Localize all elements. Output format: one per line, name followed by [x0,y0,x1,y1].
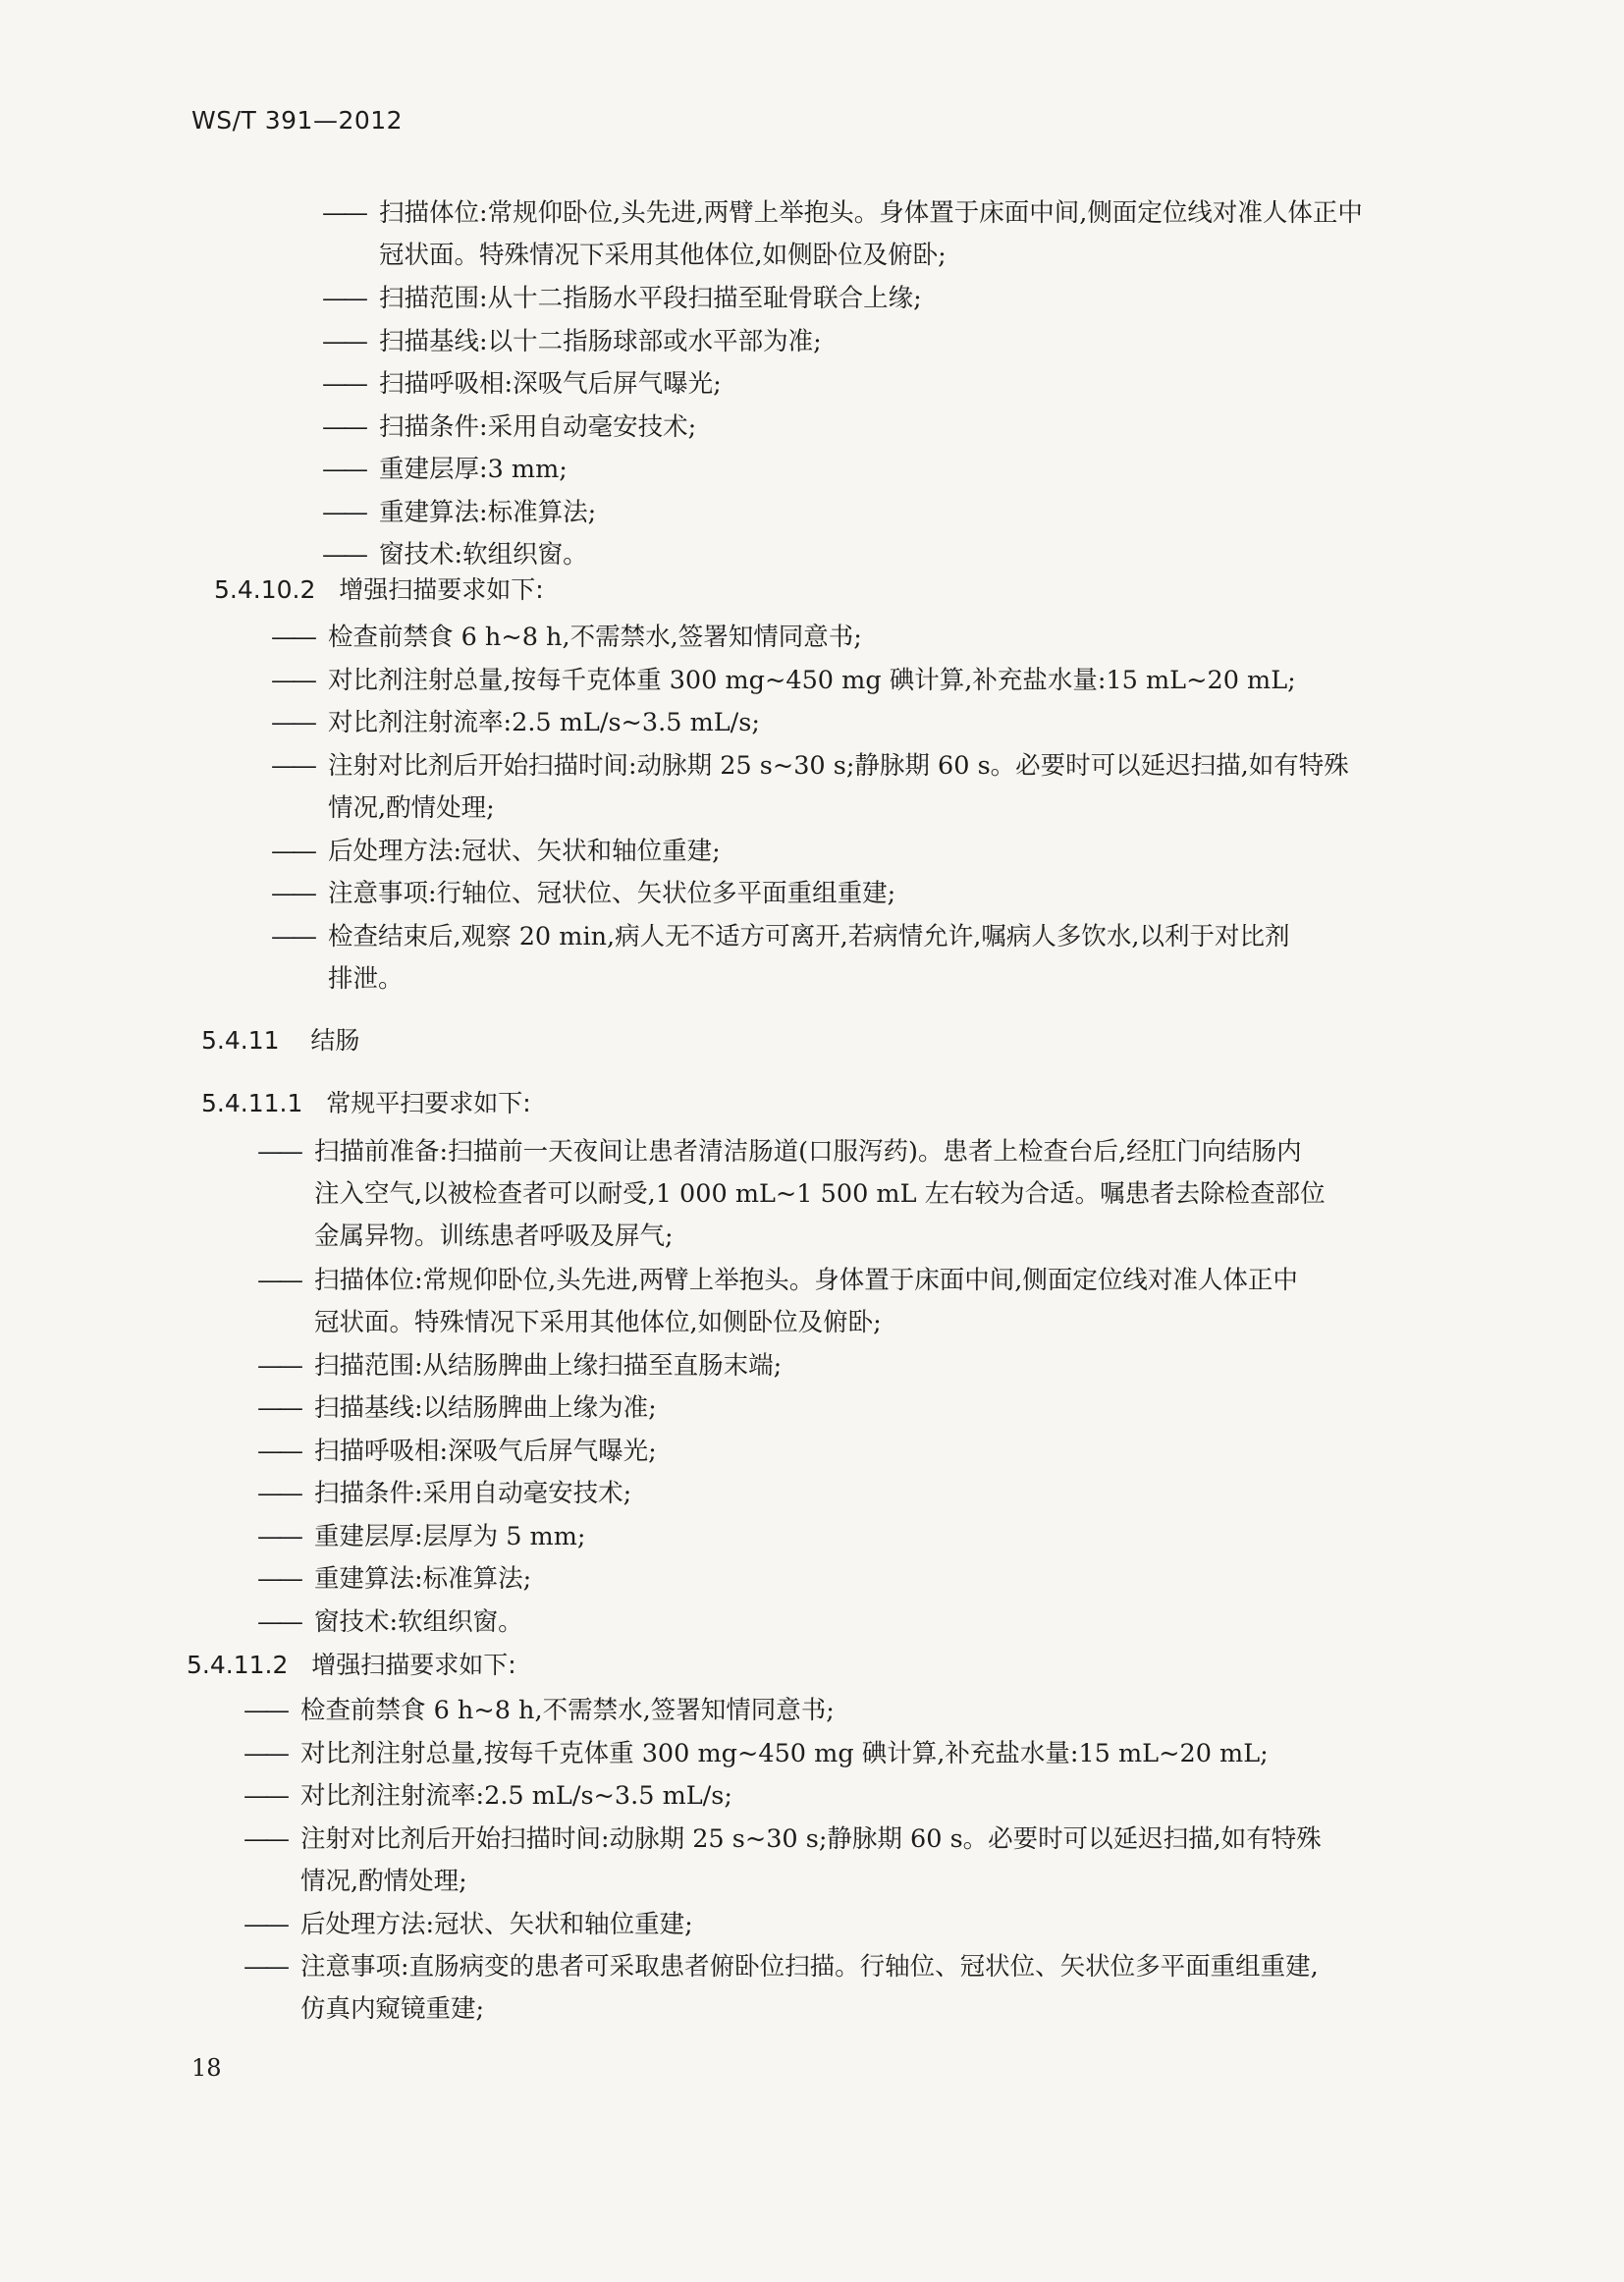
list-item-text: 扫描基线:以结肠脾曲上缘为准; [314,1393,657,1423]
section-number: 5.4.11.1 [201,1089,303,1117]
list-item [271,745,1349,830]
list-item-text: 后处理方法:冠状、矢状和轴位重建; [300,1909,693,1939]
dash-bullet: —— [271,623,313,652]
dash-bullet: —— [257,1521,299,1551]
list-item-text: 检查前禁食 6 h~8 h,不需禁水,签署知情同意书; [328,623,862,652]
list-item [322,321,822,363]
section-title: 增强扫描要求如下: [311,1651,516,1679]
list-item-text: 扫描条件:采用自动毫安技术; [314,1479,632,1508]
list-item-text: 注射对比剂后开始扫描时间:动脉期 25 s~30 s;静脉期 60 s。必要时可以延迟扫描,如有特殊 [300,1823,1322,1854]
list-item [322,407,696,449]
section-number: 5.4.10.2 [214,575,316,604]
dash-bullet: —— [244,1952,286,1982]
dash-bullet: —— [257,1265,299,1295]
list-item [257,1473,631,1515]
dash-bullet: —— [244,1909,286,1939]
list-item-text: 窗技术:软组织窗。 [314,1606,523,1637]
list-item [244,1819,1322,1903]
list-item-text: 检查结束后,观察 20 min,病人无不适方可离开,若病情允许,嘱病人多饮水,以利于对比剂 [328,921,1290,951]
list-item [322,192,1363,277]
section-title: 结肠 [310,1026,360,1055]
dash-bullet: —— [244,1696,286,1725]
list-item-text: 扫描条件:采用自动毫安技术; [379,411,697,442]
list-item-text: 扫描呼吸相:深吸气后屏气曝光; [379,369,722,399]
dash-bullet: —— [257,1350,299,1381]
list-item [271,660,1296,702]
list-item-continuation: 情况,酌情处理; [328,792,495,823]
dash-bullet: —— [257,1436,299,1466]
list-item [244,1690,835,1732]
dash-bullet: —— [257,1606,299,1637]
dash-bullet: —— [244,1781,286,1811]
list-item [257,1260,1298,1344]
section-5-4-11-2 [187,1646,516,1681]
list-item [271,916,1289,1001]
list-item [271,617,862,659]
list-item-continuation: 注入空气,以被检查者可以耐受,1 000 mL~1 500 mL 左右较为合适。嘱患者去除检查部位 [314,1179,1326,1209]
dash-bullet: —— [271,665,313,695]
list-item [257,1431,657,1473]
dash-bullet: —— [257,1564,299,1594]
list-item-text: 扫描体位:常规仰卧位,头先进,两臂上举抱头。身体置于床面中间,侧面定位线对准人体正中 [314,1265,1298,1295]
list-item-continuation: 冠状面。特殊情况下采用其他体位,如侧卧位及俯卧; [314,1307,882,1337]
dash-bullet: —— [322,284,364,313]
dash-bullet: —— [257,1479,299,1508]
list-item-text: 对比剂注射总量,按每千克体重 300 mg~450 mg 碘计算,补充盐水量:15 mL~20 mL; [328,665,1296,695]
list-item-text: 注意事项:行轴位、冠状位、矢状位多平面重组重建; [328,879,896,908]
dash-bullet: —— [257,1137,299,1167]
list-item [271,873,895,915]
section-5-4-11 [201,1021,359,1057]
list-item [257,1602,523,1644]
section-title: 常规平扫要求如下: [326,1089,531,1117]
list-item-text: 注射对比剂后开始扫描时间:动脉期 25 s~30 s;静脉期 60 s。必要时可以延迟扫描,如有特殊 [328,750,1349,781]
list-item-text: 重建算法:标准算法; [314,1564,532,1594]
dash-bullet: —— [244,1738,286,1768]
list-item-text: 对比剂注射总量,按每千克体重 300 mg~450 mg 碘计算,补充盐水量:15 mL~20 mL; [300,1738,1269,1768]
list-item-text: 对比剂注射流率:2.5 mL/s~3.5 mL/s; [300,1781,732,1811]
list-item [244,1733,1269,1775]
list-item-text: 对比剂注射流率:2.5 mL/s~3.5 mL/s; [328,708,760,737]
list-item [322,492,596,534]
dash-bullet: —— [322,369,364,399]
list-item-continuation: 金属异物。训练患者呼吸及屏气; [314,1222,674,1251]
dash-bullet: —— [322,326,364,356]
dash-bullet: —— [322,455,364,484]
list-item-text: 窗技术:软组织窗。 [379,540,588,570]
section-number: 5.4.11 [201,1026,280,1055]
list-item [257,1516,585,1558]
standard-code-header: WS/T 391—2012 [191,106,404,135]
list-item [322,449,568,491]
list-item-text: 扫描基线:以十二指肠球部或水平部为准; [379,326,822,356]
dash-bullet: —— [271,879,313,908]
list-item-continuation: 仿真内窥镜重建; [300,1994,485,2024]
list-item [257,1387,657,1430]
list-item [244,1775,732,1818]
dash-bullet: —— [322,540,364,570]
list-item-text: 扫描呼吸相:深吸气后屏气曝光; [314,1436,657,1466]
dash-bullet: —— [322,497,364,527]
list-item [257,1345,782,1387]
page-number: 18 [191,2054,222,2082]
list-item-text: 注意事项:直肠病变的患者可采取患者俯卧位扫描。行轴位、冠状位、矢状位多平面重组重建, [300,1952,1319,1982]
list-item-continuation: 情况,酌情处理; [300,1866,467,1896]
list-item [322,278,922,320]
dash-bullet: —— [271,836,313,866]
list-item-text: 扫描体位:常规仰卧位,头先进,两臂上举抱头。身体置于床面中间,侧面定位线对准人体正中 [379,198,1363,228]
section-5-4-10-2 [214,570,544,606]
list-item-text: 扫描范围:从十二指肠水平段扫描至耻骨联合上缘; [379,284,922,313]
list-item-text: 重建算法:标准算法; [379,497,597,527]
list-item [271,702,760,744]
list-item [257,1131,1326,1258]
list-item-text: 重建层厚:层厚为 5 mm; [314,1521,586,1551]
list-item-text: 重建层厚:3 mm; [379,455,568,484]
list-item-text: 后处理方法:冠状、矢状和轴位重建; [328,836,721,866]
dash-bullet: —— [244,1823,286,1854]
list-item [244,1904,693,1946]
list-item [244,1946,1319,2031]
dash-bullet: —— [271,750,313,781]
list-item-text: 扫描范围:从结肠脾曲上缘扫描至直肠末端; [314,1350,783,1381]
dash-bullet: —— [271,921,313,951]
section-5-4-11-1 [201,1084,531,1119]
list-item [271,831,721,873]
list-item [257,1558,531,1601]
list-item-text: 检查前禁食 6 h~8 h,不需禁水,签署知情同意书; [300,1696,835,1725]
list-item [322,363,722,406]
dash-bullet: —— [271,708,313,737]
section-title: 增强扫描要求如下: [339,575,544,604]
dash-bullet: —— [257,1393,299,1423]
dash-bullet: —— [322,198,364,228]
list-item-continuation: 排泄。 [328,963,404,994]
list-item-text: 扫描前准备:扫描前一天夜间让患者清洁肠道(口服泻药)。患者上检查台后,经肛门向结肠内 [314,1137,1302,1167]
section-number: 5.4.11.2 [187,1651,289,1679]
list-item-continuation: 冠状面。特殊情况下采用其他体位,如侧卧位及俯卧; [379,241,947,270]
dash-bullet: —— [322,411,364,442]
